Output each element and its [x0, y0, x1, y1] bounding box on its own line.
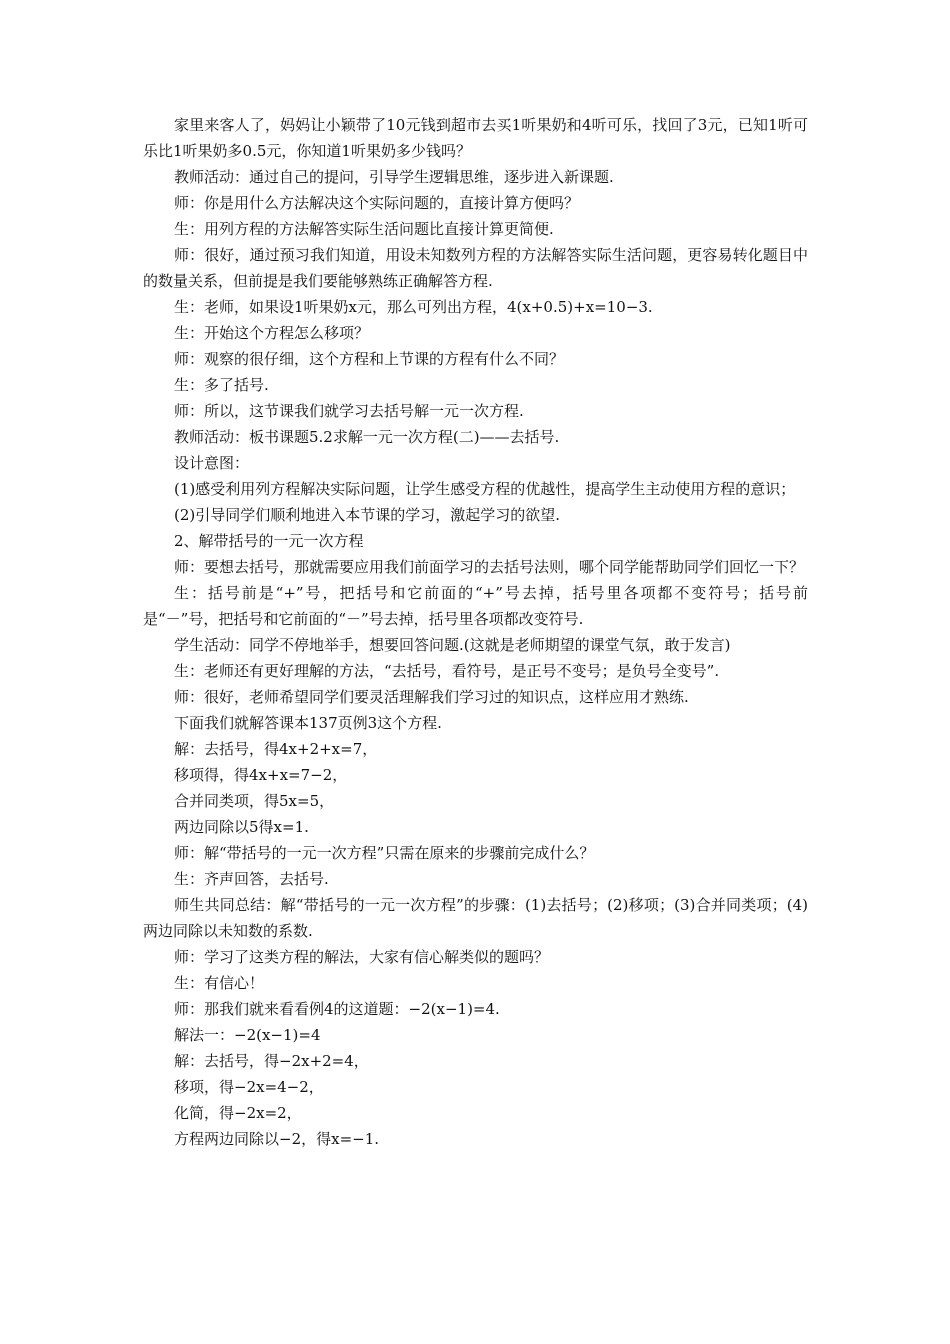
paragraph: 教师活动：板书课题5.2求解一元一次方程(二)——去括号. [174, 428, 560, 446]
paragraph: 生：多了括号. [174, 376, 269, 394]
paragraph: 生：用列方程的方法解答实际生活问题比直接计算更简便. [174, 220, 554, 238]
solution-step: 两边同除以5得x=1. [174, 818, 309, 836]
paragraph-equation: 生：老师，如果设1听果奶x元，那么可列出方程，4(x+0.5)+x=10−3. [174, 298, 653, 316]
section-heading: 2、解带括号的一元一次方程 [174, 532, 364, 550]
paragraph-design-heading: 设计意图： [174, 454, 250, 472]
paragraph: 生：括号前是“+”号，把括号和它前面的“+”号去掉，括号里各项都不变符号；括号前是“－”号，把括号和它前面的“－”号去掉，括号里各项都改变符号. [143, 584, 808, 628]
paragraph: 生：齐声回答，去括号. [174, 870, 329, 888]
paragraph: (2)引导同学们顺利地进入本节课的学习，激起学习的欲望. [174, 506, 561, 524]
solution-step: 化简，得−2x=2， [174, 1104, 302, 1122]
paragraph: 师：要想去括号，那就需要应用我们前面学习的去括号法则，哪个同学能帮助同学们回忆一下？ [174, 558, 805, 576]
paragraph: 学生活动：同学不停地举手，想要回答问题.(这就是老师期望的课堂气氛，敢于发言) [174, 636, 731, 654]
solution-step: 方程两边同除以−2，得x=−1. [174, 1130, 380, 1148]
paragraph: 生：有信心！ [174, 974, 265, 992]
document-body [143, 112, 808, 1152]
paragraph: 生：开始这个方程怎么移项？ [174, 324, 370, 342]
paragraph-summary: 师生共同总结：解“带括号的一元一次方程”的步骤：(1)去括号；(2)移项；(3)合并同类项；(4)两边同除以未知数的系数. [143, 896, 808, 940]
paragraph: 师：那我们就来看看例4的这道题：−2(x−1)=4. [174, 1000, 500, 1018]
paragraph: 下面我们就解答课本137页例3这个方程. [174, 714, 442, 732]
solution-step: 移项，得−2x=4−2， [174, 1078, 324, 1096]
paragraph: 生：老师还有更好理解的方法，“去括号，看符号，是正号不变号；是负号全变号”. [174, 662, 720, 680]
paragraph-problem: 家里来客人了，妈妈让小颖带了10元钱到超市去买1听果奶和4听可乐，找回了3元，已知1听可乐比1听果奶多0.5元，你知道1听果奶多少钱吗？ [143, 116, 808, 160]
paragraph: 师：很好，通过预习我们知道，用设未知数列方程的方法解答实际生活问题，更容易转化题目中的数量关系，但前提是我们要能够熟练正确解答方程. [143, 246, 808, 290]
paragraph: 教师活动：通过自己的提问，引导学生逻辑思维，逐步进入新课题. [174, 168, 614, 186]
paragraph: (1)感受利用列方程解决实际问题，让学生感受方程的优越性，提高学生主动使用方程的意识； [174, 480, 796, 498]
paragraph: 师：你是用什么方法解决这个实际问题的，直接计算方便吗？ [174, 194, 580, 212]
paragraph: 师：学习了这类方程的解法，大家有信心解类似的题吗？ [174, 948, 550, 966]
paragraph: 师：解“带括号的一元一次方程”只需在原来的步骤前完成什么？ [174, 844, 595, 862]
paragraph: 师：很好，老师希望同学们要灵活理解我们学习过的知识点，这样应用才熟练. [174, 688, 689, 706]
paragraph: 师：所以，这节课我们就学习去括号解一元一次方程. [174, 402, 524, 420]
solution-step: 解法一：−2(x−1)=4 [174, 1026, 321, 1044]
solution-step: 解：去括号，得4x+2+x=7， [174, 740, 378, 758]
paragraph: 师：观察的很仔细，这个方程和上节课的方程有什么不同？ [174, 350, 565, 368]
solution-step: 解：去括号，得−2x+2=4， [174, 1052, 369, 1070]
solution-step: 合并同类项，得5x=5， [174, 792, 335, 810]
solution-step: 移项得，得4x+x=7−2， [174, 766, 348, 784]
